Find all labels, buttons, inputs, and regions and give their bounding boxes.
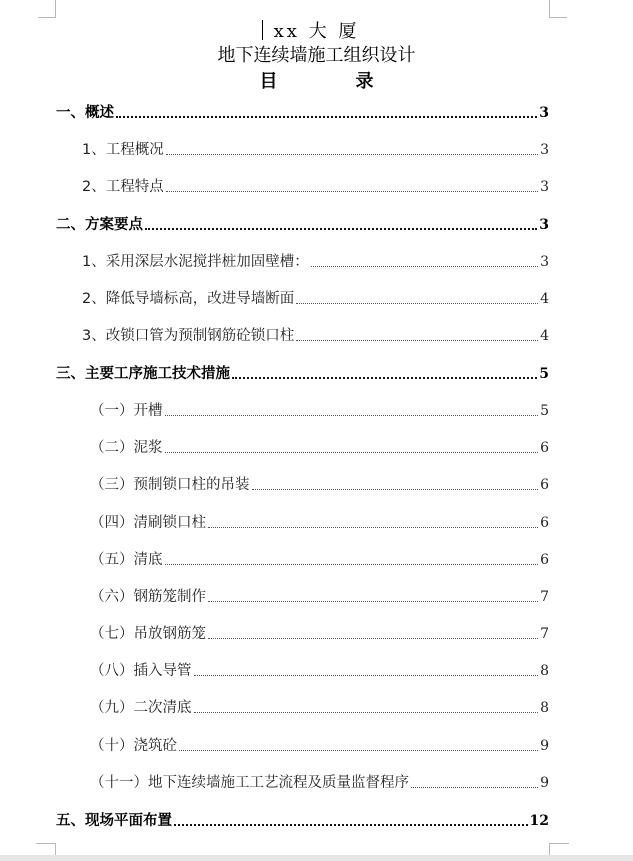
toc-dot-leader (194, 675, 539, 676)
doc-title-main[interactable]: 地下连续墙施工组织设计 (217, 45, 416, 66)
toc-entry-page-number: 6 (540, 515, 549, 531)
toc-entry[interactable] (82, 177, 549, 197)
toc-entry-text: 2、工程特点 (82, 179, 164, 195)
toc-entry[interactable] (90, 624, 549, 644)
toc-entry[interactable] (90, 513, 549, 533)
toc-dot-leader (252, 489, 539, 490)
toc-entry-page-number: 9 (540, 738, 549, 754)
toc-entry-page-number: 6 (540, 477, 549, 493)
crop-mark-bottom-right-v (549, 843, 550, 855)
toc-entry[interactable] (90, 550, 549, 570)
toc-dot-leader (194, 712, 539, 713)
crop-mark-top-left-h (38, 17, 56, 18)
toc-dot-leader (166, 154, 538, 155)
toc-entry-text: 一、概述 (56, 105, 114, 121)
toc-entry[interactable] (90, 401, 549, 421)
toc-entry-page-number: 7 (540, 589, 549, 605)
toc-entry[interactable] (90, 773, 549, 793)
toc-entry-page-number: 4 (540, 291, 549, 307)
toc-entry-text: （十一）地下连续墙施工工艺流程及质量监督程序 (90, 775, 409, 791)
toc-entry-page-number: 3 (540, 179, 549, 195)
toc-entry[interactable] (56, 811, 549, 831)
toc-entry-text: （四）清刷锁口柱 (90, 515, 206, 531)
toc-dot-leader (166, 191, 538, 192)
crop-mark-bottom-right-h (549, 843, 569, 844)
page-bottom-edge (0, 855, 633, 861)
toc-entry-text: 五、现场平面布置 (56, 813, 172, 829)
toc-entry-text: （六）钢筋笼制作 (90, 589, 206, 605)
toc-dot-leader (116, 116, 537, 118)
toc-entry[interactable] (90, 587, 549, 607)
toc-entry-text: （九）二次清底 (90, 700, 192, 716)
toc-entry[interactable] (56, 364, 549, 384)
toc-entry-text: 三、主要工序施工技术措施 (56, 366, 230, 382)
toc-entry[interactable] (82, 252, 549, 272)
toc-dot-leader (311, 266, 538, 267)
toc-entry[interactable] (82, 140, 549, 160)
toc-entry[interactable] (90, 475, 549, 495)
toc-entry-text: 1、采用深层水泥搅拌桩加固壁槽： (82, 254, 309, 270)
toc-dot-leader (165, 415, 539, 416)
toc-entry-page-number: 5 (540, 403, 549, 419)
toc-entry-page-number: 3 (540, 254, 549, 270)
toc-entry-page-number: 5 (539, 366, 549, 382)
toc-entry-text: （八）插入导管 (90, 663, 192, 679)
toc-dot-leader (208, 601, 538, 602)
toc-entry-page-number: 3 (540, 142, 549, 158)
toc-entry[interactable] (82, 289, 549, 309)
crop-mark-bottom-left-h (36, 843, 56, 844)
toc-entry-text: 二、方案要点 (56, 217, 143, 233)
toc-entry-text: （二）泥浆 (90, 440, 163, 456)
toc-dot-leader (411, 787, 538, 788)
toc-dot-leader (208, 638, 538, 639)
toc-entry-text: （三）预制锁口柱的吊装 (90, 477, 250, 493)
toc-entry-page-number: 8 (540, 700, 549, 716)
toc-entry-text: 2、降低导墙标高，改进导墙断面 (82, 291, 295, 307)
toc-entry-text: 1、工程概况 (82, 142, 164, 158)
toc-dot-leader (179, 750, 538, 751)
toc-entry[interactable] (56, 103, 549, 123)
toc-entry-text: 3、改锁口管为预制钢筋砼锁口柱 (82, 328, 295, 344)
crop-mark-top-right-h (549, 17, 567, 18)
toc-entry-text: （一）开槽 (90, 403, 163, 419)
toc-entry[interactable] (90, 438, 549, 458)
toc-entry[interactable] (90, 736, 549, 756)
toc-dot-leader (232, 377, 537, 379)
toc-entry-page-number: 7 (540, 626, 549, 642)
toc-heading-right: 录 (355, 71, 374, 92)
toc-dot-leader (165, 564, 539, 565)
toc-entry-page-number: 3 (539, 217, 549, 233)
doc-title-toc-heading[interactable] (0, 71, 633, 93)
toc-entry-page-number: 3 (539, 105, 549, 121)
crop-mark-bottom-left-v (55, 843, 56, 855)
toc-entry-text: （七）吊放钢筋笼 (90, 626, 206, 642)
toc-entry-text: （十）浇筑砼 (90, 738, 177, 754)
toc-entry-page-number: 12 (529, 813, 549, 829)
toc-entry-page-number: 6 (540, 440, 549, 456)
toc-heading-left: 目 (259, 71, 278, 92)
doc-title-building[interactable]: xx 大 厦 (273, 21, 360, 42)
toc-entry-text: （五）清底 (90, 552, 163, 568)
crop-mark-top-right-v (549, 0, 550, 18)
toc-dot-leader (208, 527, 538, 528)
toc-entry-page-number: 8 (540, 663, 549, 679)
toc-dot-leader (165, 452, 539, 453)
toc-dot-leader (296, 303, 538, 304)
toc-entry[interactable] (90, 661, 549, 681)
toc-entry[interactable] (90, 698, 549, 718)
toc-entry[interactable] (56, 215, 549, 235)
toc-dot-leader (145, 228, 537, 230)
toc-entry-page-number: 6 (540, 552, 549, 568)
toc-dot-leader (296, 340, 538, 341)
toc-dot-leader (174, 824, 528, 826)
toc-entry[interactable] (82, 326, 549, 346)
crop-mark-top-left-v (55, 0, 56, 18)
toc-entry-page-number: 9 (540, 775, 549, 791)
toc-entry-page-number: 4 (540, 328, 549, 344)
